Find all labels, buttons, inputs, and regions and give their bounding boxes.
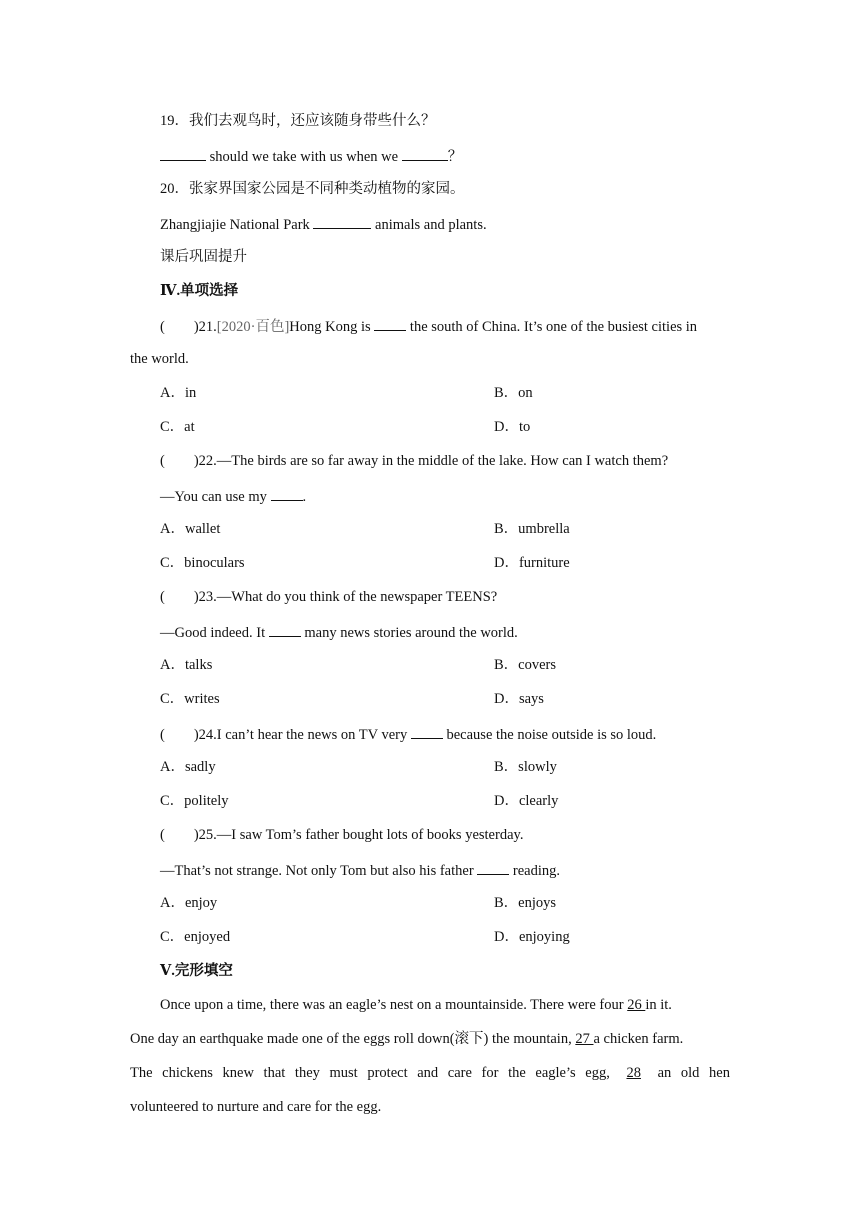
cloze-text: an old hen bbox=[657, 1065, 730, 1081]
q24-blank[interactable] bbox=[411, 724, 443, 739]
q25-option-b[interactable]: B．enjoys bbox=[494, 895, 557, 911]
q22-text-a: —You can use my bbox=[160, 489, 271, 505]
q22-option-d[interactable]: D．furniture bbox=[494, 555, 570, 571]
q19-chinese: 19．我们去观鸟时，还应该随身带些什么？ bbox=[160, 113, 436, 129]
q24-option-c[interactable]: C．politely bbox=[160, 793, 229, 809]
section4-heading: Ⅳ.单项选择 bbox=[160, 283, 239, 299]
cloze-text: Once upon a time, there was an eagle’s nest on a mountainside. There were four bbox=[160, 997, 628, 1013]
section5-heading: Ⅴ.完形填空 bbox=[160, 963, 233, 979]
q24-text-b: because the noise outside is so loud. bbox=[442, 727, 657, 743]
q21-number: ( )21. bbox=[160, 319, 217, 335]
q19-text-mid: should we take with us when we bbox=[206, 149, 402, 165]
q23-option-c[interactable]: C．writes bbox=[160, 691, 220, 707]
q20-english bbox=[160, 214, 487, 234]
q25-option-a[interactable]: A．enjoy bbox=[160, 895, 218, 911]
q20-chinese: 20．张家界国家公园是不同种类动植物的家园。 bbox=[160, 181, 465, 197]
q19-english bbox=[160, 146, 462, 166]
q21-text-1: Hong Kong is bbox=[289, 319, 375, 335]
q24-text-a: ( )24.I can’t hear the news on TV very bbox=[160, 727, 411, 743]
cloze-text: in it. bbox=[645, 997, 672, 1013]
q25-option-c[interactable]: C．enjoyed bbox=[160, 929, 231, 945]
q21-option-d[interactable]: D．to bbox=[494, 419, 531, 435]
q23-text-a: —Good indeed. It bbox=[160, 625, 269, 641]
q19-blank-1[interactable] bbox=[160, 146, 206, 161]
q22-text-b: . bbox=[302, 489, 307, 505]
cloze-text: One day an earthquake made one of the eggs roll down(滚下) the mountain, bbox=[130, 1031, 576, 1047]
q23-blank[interactable] bbox=[269, 622, 301, 637]
cloze-text: The chickens knew that they must protect and care for the eagle’s egg, bbox=[130, 1065, 610, 1081]
cloze-line-2 bbox=[130, 1030, 683, 1048]
q25-response bbox=[160, 860, 560, 880]
q22-option-b[interactable]: B．umbrella bbox=[494, 521, 570, 537]
q20-text-start: Zhangjiajie National Park bbox=[160, 217, 314, 233]
cloze-blank-28[interactable]: 28 bbox=[626, 1065, 641, 1081]
q23-response bbox=[160, 622, 518, 642]
cloze-line-3 bbox=[130, 1064, 730, 1082]
cloze-line-4: volunteered to nurture and care for the egg. bbox=[130, 1099, 382, 1115]
q22-stem: ( )22.—The birds are so far away in the middle of the lake. How can I watch them? bbox=[160, 453, 669, 469]
q21-option-c[interactable]: C．at bbox=[160, 419, 195, 435]
cloze-line-1 bbox=[160, 996, 672, 1014]
cloze-text: a chicken farm. bbox=[593, 1031, 684, 1047]
q24-stem bbox=[160, 724, 656, 744]
q23-text-b: many news stories around the world. bbox=[300, 625, 518, 641]
q21-stem bbox=[160, 316, 697, 336]
q25-option-d[interactable]: D．enjoying bbox=[494, 929, 570, 945]
cloze-blank-26[interactable]: 26 bbox=[627, 997, 646, 1013]
q25-text-b: reading. bbox=[509, 863, 561, 879]
q21-blank[interactable] bbox=[374, 316, 406, 331]
q24-option-b[interactable]: B．slowly bbox=[494, 759, 557, 775]
q21-text-2: the south of China. It’s one of the busiest cities in bbox=[406, 319, 698, 335]
q25-text-a: —That’s not strange. Not only Tom but also his father bbox=[160, 863, 478, 879]
section-improve-heading: 课后巩固提升 bbox=[160, 249, 247, 265]
q25-stem: ( )25.—I saw Tom’s father bought lots of books yesterday. bbox=[160, 827, 524, 843]
q22-response bbox=[160, 486, 306, 506]
cloze-blank-27[interactable]: 27 bbox=[575, 1031, 594, 1047]
q22-blank[interactable] bbox=[271, 486, 303, 501]
q21-source: [2020·百色] bbox=[216, 319, 290, 335]
q22-option-a[interactable]: A．wallet bbox=[160, 521, 221, 537]
q23-option-a[interactable]: A．talks bbox=[160, 657, 213, 673]
q23-option-b[interactable]: B．covers bbox=[494, 657, 557, 673]
q25-blank[interactable] bbox=[477, 860, 509, 875]
q20-blank[interactable] bbox=[313, 214, 371, 229]
q21-stem-cont: the world. bbox=[130, 351, 189, 367]
q21-option-b[interactable]: B．on bbox=[494, 385, 533, 401]
q23-stem: ( )23.—What do you think of the newspaper TEENS? bbox=[160, 589, 498, 605]
q19-blank-2[interactable] bbox=[402, 146, 448, 161]
q19-text-end: ？ bbox=[447, 149, 463, 165]
q24-option-a[interactable]: A．sadly bbox=[160, 759, 216, 775]
q21-option-a[interactable]: A．in bbox=[160, 385, 197, 401]
q23-option-d[interactable]: D．says bbox=[494, 691, 544, 707]
q22-option-c[interactable]: C．binoculars bbox=[160, 555, 245, 571]
q24-option-d[interactable]: D．clearly bbox=[494, 793, 559, 809]
q20-text-end: animals and plants. bbox=[371, 217, 487, 233]
